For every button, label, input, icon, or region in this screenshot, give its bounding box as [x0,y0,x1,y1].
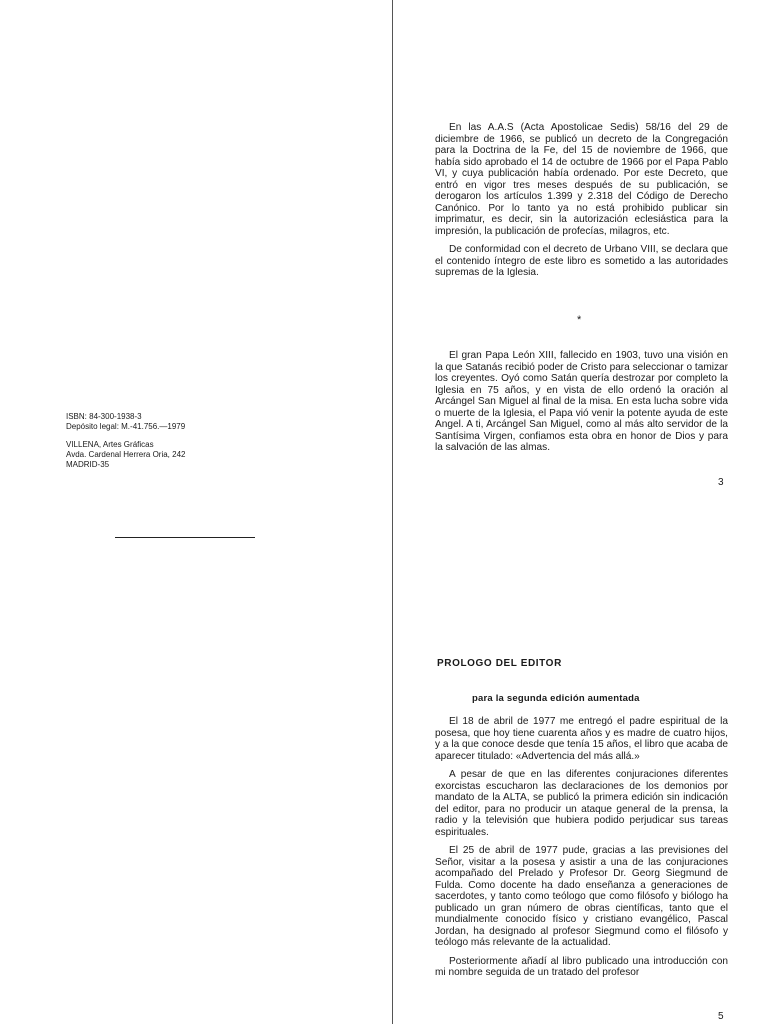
page-number: 3 [718,477,724,488]
paragraph: A pesar de que en las diferentes conjuraciones diferentes exorcistas escucharon las declaraciones de los demonios por mandato de la ALTA, se publicó la primera edición sin indicación del editor, para no producir un ataque general de la prensa, la radio y la televisión que hubiera podido perjudicar sus tareas espirituales. [435,769,728,838]
printer-block [66,440,366,470]
horizontal-rule [115,537,255,538]
page-3-dedication-text [435,350,728,461]
paragraph: Posteriormente añadí al libro publicado una introducción con mi nombre seguida de un tratado del profesor [435,955,728,978]
paragraph: El gran Papa León XIII, fallecido en 1903, tuvo una visión en la que Satanás recibió poder de Cristo para seleccionar o tamizar los creyentes. Oyó como Satán quería destrozar por completo la Iglesia en 75 años, y en vista de ello ordenó la oración al Arcángel San Miguel al final de la misa. En esta lucha sobre vida o muerte de la Iglesia, el Papa vió venir la potente ayuda de este Angel. A ti, Arcángel San Miguel, como al más alto servidor de la Santísima Virgen, confiamos esta obra en honor de Dios y para la salvación de las almas. [435,350,728,453]
page-number: 5 [718,1011,724,1022]
isbn-block [66,412,366,432]
printer-name: VILLENA, Artes Gráficas [66,440,154,449]
deposito-legal: Depósito legal: M.-41.756.—1979 [66,422,186,431]
imprint-block [66,412,366,478]
section-subheading: para la segunda edición aumentada [472,693,640,704]
isbn: ISBN: 84-300-1938-3 [66,412,142,421]
section-heading: PROLOGO DEL EDITOR [437,658,562,669]
printer-address: Avda. Cardenal Herrera Oria, 242 [66,450,186,459]
paragraph: El 18 de abril de 1977 me entregó el padre espiritual de la posesa, que hoy tiene cuarenta años y es madre de cuatro hijos, y a la que conoce desde que tenía 15 años, el libro que acaba de aparecer titulado: «Advertencia del más allá.» [435,716,728,762]
printer-city: MADRID-35 [66,460,110,469]
paragraph: En las A.A.S (Acta Apostolicae Sedis) 58/16 del 29 de diciembre de 1966, se publicó un decreto de la Congregación para la Doctrina de la Fe, del 15 de noviembre de 1966, que había sido aprobado el 14 de octubre de 1966 por el Papa Pablo VI, y cuya publicación había ordenado. Por este Decreto, que entró en vigor tres meses después de su publicación, se derogaron los artículos 1.399 y 2.318 del Código de Derecho Canónico. Por lo tanto ya no está prohibido publicar sin imprimatur, es decir, sin la autorización eclesiástica para la impresión, la publicación de profecías, milagros, etc. [435,122,728,237]
section-separator: * [577,314,582,326]
page-4-left-bottom [0,535,392,1024]
page-5-prologue-text [435,716,728,986]
paragraph: El 25 de abril de 1977 pude, gracias a las previsiones del Señor, visitar a la posesa y asistir a una de las conjuraciones acompañado del Prelado y Profesor Dr. Georg Siegmund de Fulda. Como docente ha dado enseñanza a generaciones de sacerdotes, y tanto como teólogo que como filósofo y biólogo ha publicado un gran número de obras científicas, tanto que el mundialmente conocido físico y cristiano evangélico, Pascal Jordan, ha designado al profesor Siegmund como el filósofo y teólogo más relevante de la actualidad. [435,845,728,948]
page-3-decree-text [435,122,728,286]
paragraph: De conformidad con el decreto de Urbano VIII, se declara que el contenido íntegro de este libro es sometido a las autoridades supremas de la Iglesia. [435,244,728,278]
book-gutter-line [392,0,393,1024]
